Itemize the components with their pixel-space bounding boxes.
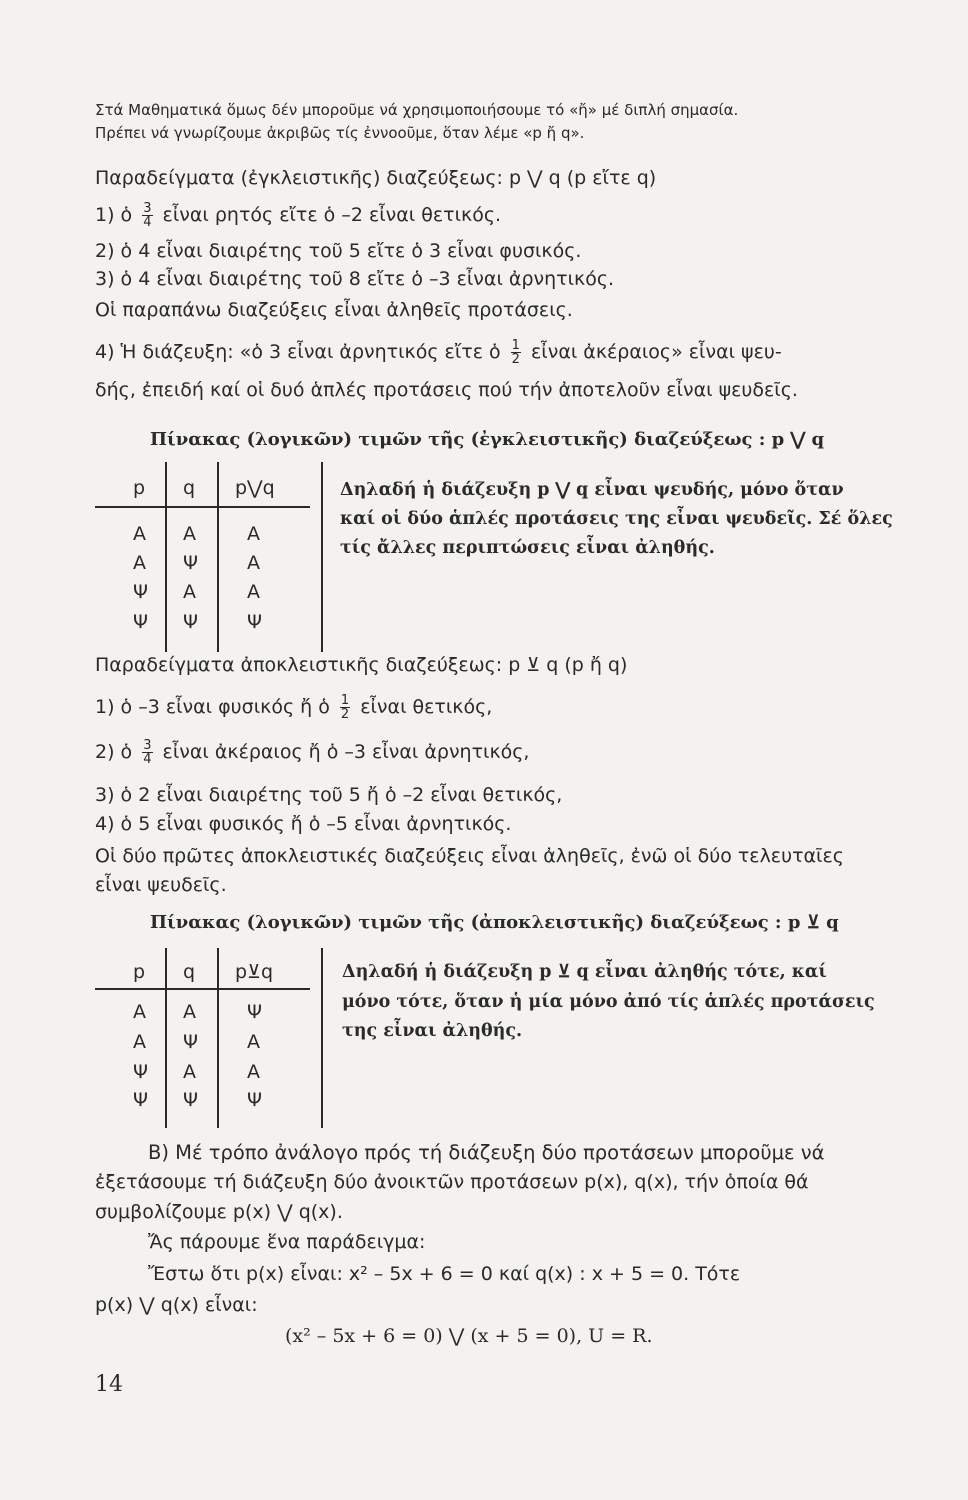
text-line: Στά Μαθηματικά ὅμως δέν μποροῦμε νά χρησιμοποιήσουμε τό «ἤ» μέ διπλή σημασία. — [95, 101, 739, 119]
table-cell: A — [133, 1001, 146, 1023]
table-divider — [321, 462, 323, 652]
text-span: εἶναι ἀκέραιος ἤ ὁ –3 εἶναι ἀρνητικός, — [162, 741, 530, 763]
table-divider — [217, 462, 219, 652]
table-note: Δηλαδή ἡ διάζευξη p ⋁ q εἶναι ψευδής, μόνο ὅταν — [340, 480, 844, 500]
table-note: τίς ἄλλες περιπτώσεις εἶναι ἀληθής. — [340, 538, 715, 558]
text-line: εἶναι ψευδεῖς. — [95, 874, 227, 896]
table-cell: Ψ — [133, 1089, 148, 1111]
text-line — [95, 339, 782, 366]
table-title: Πίνακας (λογικῶν) τιμῶν τῆς (ἀποκλειστικῆς) διαζεύξεως : p ⊻ q — [150, 912, 839, 933]
text-span: εἶναι ρητός εἴτε ὁ –2 εἶναι θετικός. — [162, 204, 502, 226]
text-line: Οἱ παραπάνω διαζεύξεις εἶναι ἀληθεῖς προτάσεις. — [95, 299, 573, 321]
text-span: 2) ὁ — [95, 741, 133, 763]
table-cell: A — [247, 1031, 260, 1053]
table-cell: A — [247, 581, 260, 603]
text-line — [95, 694, 492, 721]
truth-table-exclusive — [95, 948, 325, 1138]
denominator: 2 — [511, 352, 520, 367]
table-rule — [95, 988, 310, 990]
table-note: της εἶναι ἀληθής. — [342, 1021, 523, 1041]
text-line: 4) ὁ 5 εἶναι φυσικός ἤ ὁ –5 εἶναι ἀρνητικός. — [95, 813, 512, 835]
fraction — [511, 339, 521, 366]
table-note: Δηλαδή ἡ διάζευξη p ⊻ q εἶναι ἀληθής τότε, καί — [342, 962, 827, 982]
text-line: Ἄς πάρουμε ἕνα παράδειγμα: — [148, 1231, 426, 1253]
text-span: 1) ὁ –3 εἶναι φυσικός ἤ ὁ — [95, 696, 330, 718]
text-line: 3) ὁ 2 εἶναι διαιρέτης τοῦ 5 ἤ ὁ –2 εἶναι θετικός, — [95, 784, 563, 806]
table-title: Πίνακας (λογικῶν) τιμῶν τῆς (ἐγκλειστικῆς) διαζεύξεως : p ⋁ q — [150, 429, 825, 450]
table-header: p⊻q — [235, 961, 274, 983]
text-span: εἶναι θετικός, — [360, 696, 493, 718]
table-cell: A — [183, 523, 196, 545]
table-cell: Ψ — [133, 581, 148, 603]
numerator: 3 — [143, 738, 152, 753]
text-line: ἐξετάσουμε τή διάζευξη δύο ἀνοικτῶν προτάσεων p(x), q(x), τήν ὁποία θά — [95, 1171, 809, 1193]
text-line: (x² – 5x + 6 = 0) ⋁ (x + 5 = 0), U = R. — [285, 1325, 653, 1347]
text-line: δής, ἐπειδή καί οἱ δυό ἁπλές προτάσεις πού τήν ἀποτελοῦν εἶναι ψευδεῖς. — [95, 379, 798, 401]
table-cell: Ψ — [133, 611, 148, 633]
text-line: B) Μέ τρόπο ἀνάλογο πρός τή διάζευξη δύο προτάσεων μποροῦμε νά — [148, 1141, 825, 1164]
text-line — [95, 202, 501, 229]
table-cell: A — [247, 552, 260, 574]
table-rule — [95, 506, 310, 508]
table-cell: Ψ — [183, 552, 198, 574]
table-note: καί οἱ δύο ἁπλές προτάσεις της εἶναι ψευδεῖς. Σέ ὅλες — [340, 509, 893, 529]
text-line: συμβολίζουμε p(x) ⋁ q(x). — [95, 1201, 343, 1223]
table-cell: A — [133, 552, 146, 574]
page-number: 14 — [95, 1372, 123, 1397]
text-span: 1) ὁ — [95, 204, 133, 226]
text-span: εἶναι ἀκέραιος» εἶναι ψευ- — [531, 341, 782, 363]
table-header: p — [133, 477, 146, 499]
fraction — [340, 694, 350, 721]
denominator: 2 — [340, 707, 350, 722]
table-header: p⋁q — [235, 477, 275, 499]
table-note: μόνο τότε, ὅταν ἡ μία μόνο ἀπό τίς ἁπλές προτάσεις — [342, 992, 875, 1012]
table-cell: A — [183, 1061, 196, 1083]
table-cell: A — [247, 1061, 260, 1083]
numerator: 3 — [143, 201, 152, 216]
denominator: 4 — [143, 215, 152, 230]
table-cell: A — [133, 1031, 146, 1053]
table-header: q — [183, 477, 196, 499]
table-cell: Ψ — [247, 1001, 262, 1023]
table-cell: Ψ — [183, 1089, 198, 1111]
text-line: Παραδείγματα ἀποκλειστικῆς διαζεύξεως: p ⊻ q (p ἤ q) — [95, 654, 628, 676]
numerator: 1 — [340, 693, 350, 708]
text-line: Οἱ δύο πρῶτες ἀποκλειστικές διαζεύξεις εἶναι ἀληθεῖς, ἐνῶ οἱ δύο τελευταῖες — [95, 845, 844, 867]
fraction — [142, 739, 152, 766]
fraction — [142, 202, 152, 229]
text-line: 3) ὁ 4 εἶναι διαιρέτης τοῦ 8 εἴτε ὁ –3 εἶναι ἀρνητικός. — [95, 268, 615, 290]
text-line: Πρέπει νά γνωρίζουμε ἀκριβῶς τίς ἐννοοῦμε, ὅταν λέμε «p ἤ q». — [95, 124, 585, 142]
table-cell: Ψ — [133, 1061, 148, 1083]
text-line — [95, 739, 529, 766]
numerator: 1 — [511, 338, 520, 353]
table-divider — [165, 462, 167, 652]
table-cell: A — [133, 523, 146, 545]
denominator: 4 — [143, 752, 152, 767]
table-divider — [217, 948, 219, 1128]
table-cell: Ψ — [183, 1031, 198, 1053]
text-line: Παραδείγματα (ἐγκλειστικῆς) διαζεύξεως: p ⋁ q (p εἴτε q) — [95, 167, 657, 189]
table-divider — [321, 948, 323, 1128]
table-divider — [165, 948, 167, 1128]
text-line: 2) ὁ 4 εἶναι διαιρέτης τοῦ 5 εἴτε ὁ 3 εἶναι φυσικός. — [95, 240, 582, 262]
truth-table-inclusive — [95, 462, 325, 662]
table-cell: A — [247, 523, 260, 545]
table-cell: Ψ — [247, 611, 262, 633]
text-span: 4) Ἡ διάζευξη: «ὁ 3 εἶναι ἀρνητικός εἴτε ὁ — [95, 341, 501, 363]
table-header: q — [183, 961, 196, 983]
table-cell: A — [183, 581, 196, 603]
table-cell: Ψ — [247, 1089, 262, 1111]
table-header: p — [133, 961, 146, 983]
table-cell: Ψ — [183, 611, 198, 633]
text-line: Ἔστω ὅτι p(x) εἶναι: x² – 5x + 6 = 0 καί q(x) : x + 5 = 0. Τότε — [148, 1263, 741, 1285]
text-line: p(x) ⋁ q(x) εἶναι: — [95, 1294, 258, 1316]
table-cell: A — [183, 1001, 196, 1023]
